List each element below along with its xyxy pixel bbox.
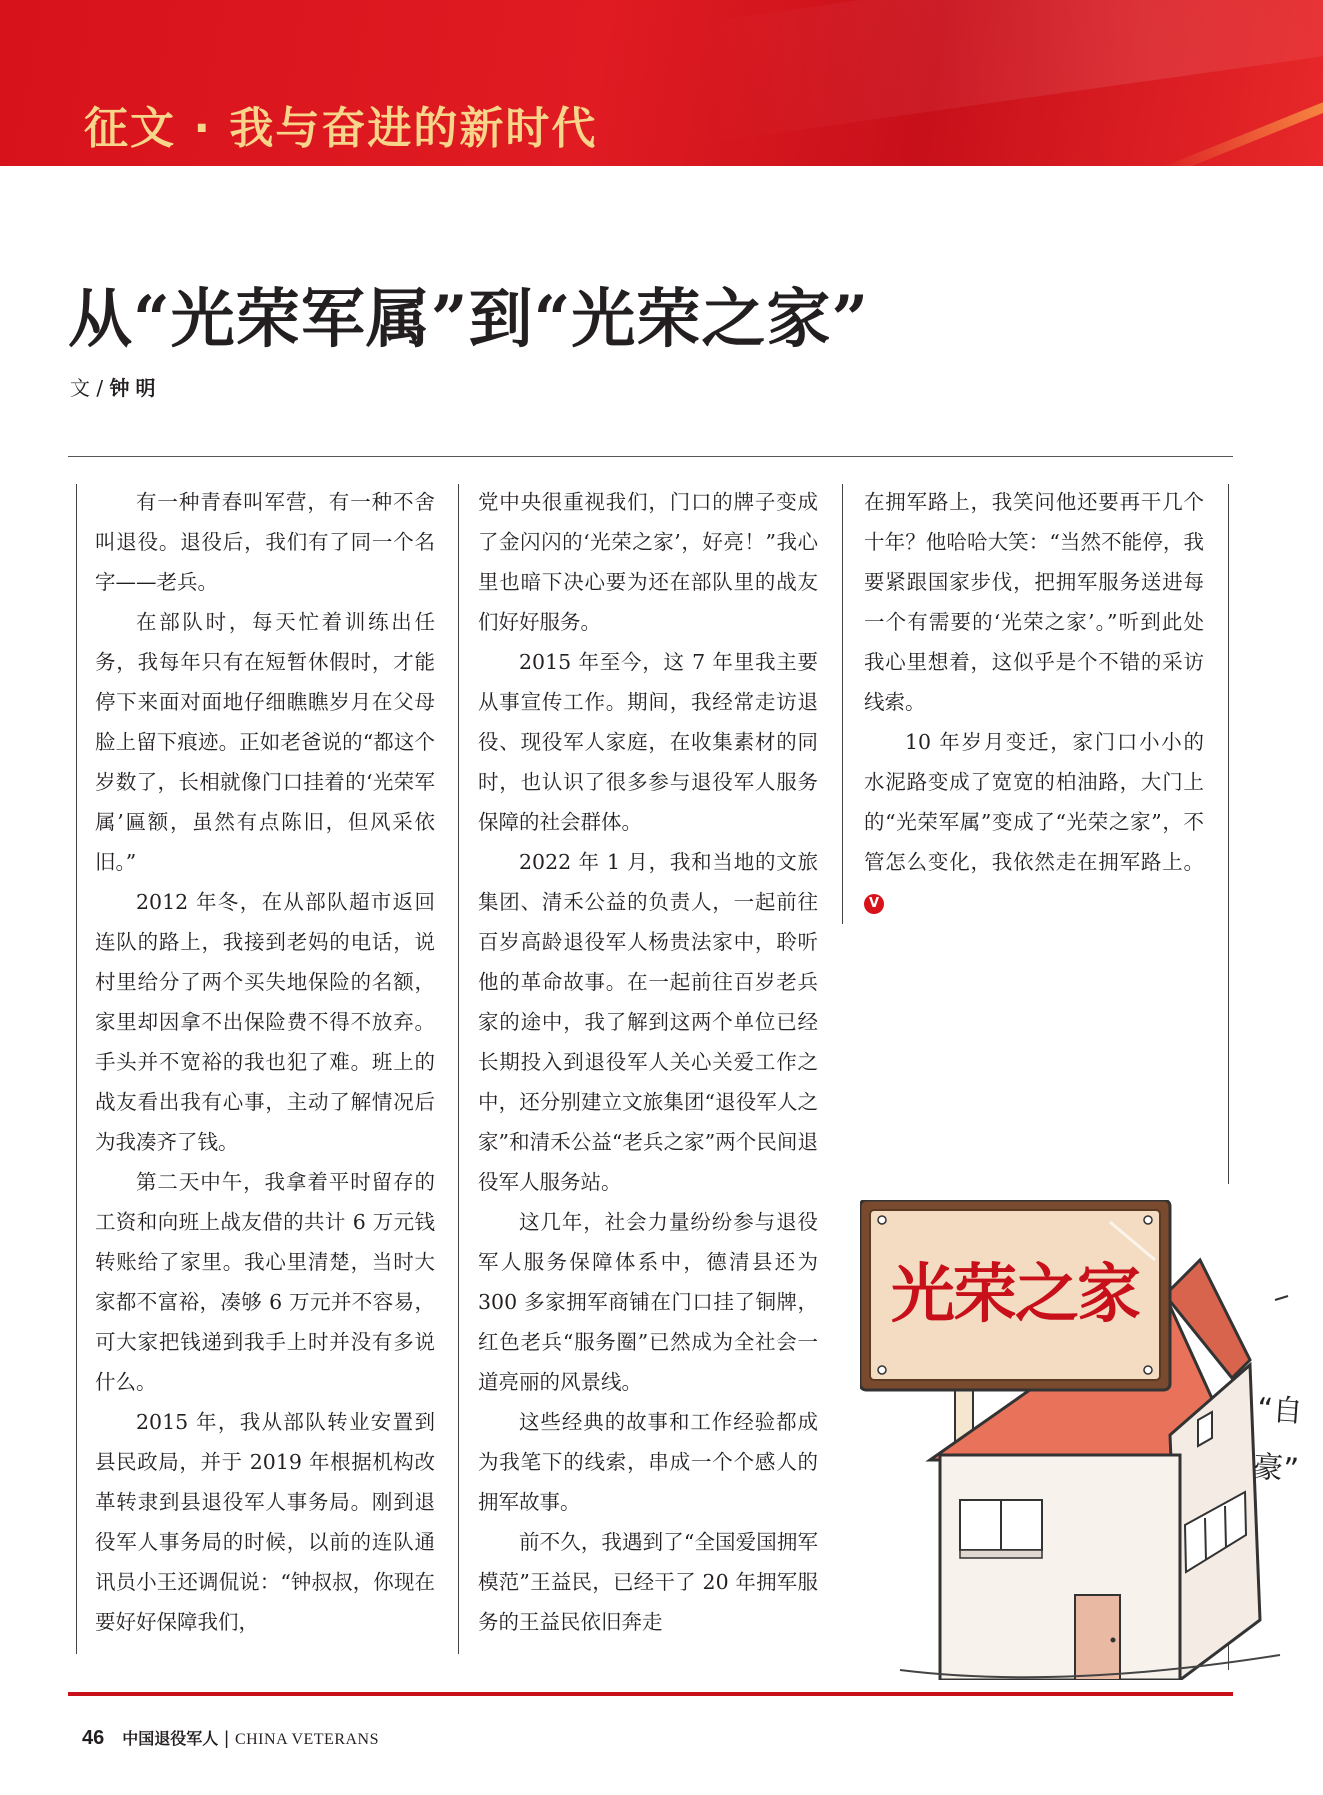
- paragraph: 2022 年 1 月，我和当地的文旅集团、清禾公益的负责人，一起前往百岁高龄退役军人杨贵法家中，聆听他的革命故事。在一起前往百岁老兵家的途中，我了解到这两个单位已经长期投入到退役军人关心关爱工作之中，还分别建立文旅集团“退役军人之家”和清禾公益“老兵之家”两个民间退役军人服务站。: [478, 850, 818, 1194]
- header-banner: [0, 0, 1323, 166]
- end-mark-icon: V: [864, 894, 884, 914]
- paragraph-continued: 在拥军路上，我笑问他还要再干几个十年？他哈哈大笑：“当然不能停，我要紧跟国家步伐，把拥军服务送进每一个有需要的‘光荣之家’。”听到此处我心里想着，这似乎是个不错的采访线索。: [864, 490, 1204, 714]
- byline-prefix: 文 /: [70, 376, 110, 400]
- column-divider-2: [842, 484, 843, 924]
- paragraph: 2012 年冬，在从部队超市返回连队的路上，我接到老妈的电话，说村里给分了两个买失地保险的名额，家里却因拿不出保险费不得不放弃。手头并不宽裕的我也犯了难。班上的战友看出我有心事，主动了解情况后为我凑齐了钱。: [95, 890, 435, 1154]
- article-column-2: [478, 482, 818, 1642]
- paragraph: 这几年，社会力量纷纷参与退役军人服务保障体系中，德清县还为 300 多家拥军商铺在门口挂了铜牌，红色老兵“服务圈”已然成为全社会一道亮丽的风景线。: [478, 1210, 818, 1394]
- header-rule: [68, 456, 1233, 457]
- page-number: 46: [82, 1727, 105, 1749]
- byline: [70, 372, 161, 401]
- house-illustration: [860, 1200, 1310, 1680]
- column-divider-right: [1228, 484, 1229, 1184]
- column-divider-left: [76, 484, 77, 1654]
- paragraph: 2015 年至今，这 7 年里我主要从事宣传工作。期间，我经常走访退役、现役军人家庭，在收集素材的同时，也认识了很多参与退役军人服务保障的社会群体。: [478, 650, 818, 834]
- publication-name-en: CHINA VETERANS: [234, 1731, 379, 1748]
- paragraph: 在部队时，每天忙着训练出任务，我每年只有在短暂休假时，才能停下来面对面地仔细瞧瞧岁月在父母脸上留下痕迹。正如老爸说的“都这个岁数了，长相就像门口挂着的‘光荣军属’匾额，虽然有点陈旧，但风采依旧。”: [95, 610, 435, 874]
- page-footer: [82, 1726, 379, 1750]
- article-title: 从“光荣军属”到“光荣之家”: [68, 282, 870, 357]
- article-column-3: [864, 482, 1204, 922]
- column-title: 征文 · 我与奋进的新时代: [84, 103, 598, 154]
- footer-rule: [68, 1692, 1233, 1696]
- sign-text: 光荣之家: [891, 1257, 1139, 1332]
- paragraph-final: [864, 722, 1204, 922]
- paragraph: 前不久，我遇到了“全国爱国拥军模范”王益民，已经干了 20 年拥军服务的王益民依旧奔走: [478, 1530, 818, 1634]
- paragraph: 有一种青春叫军营，有一种不舍叫退役。退役后，我们有了同一个名字——老兵。: [95, 490, 435, 594]
- article-column-1: [95, 482, 435, 1642]
- paragraph: 第二天中午，我拿着平时留存的工资和向班上战友借的共计 6 万元钱转账给了家里。我心里清楚，当时大家都不富裕，凑够 6 万元并不容易，可大家把钱递到我手上时并没有多说什么。: [95, 1170, 435, 1394]
- pride-caption: “自豪”: [1251, 1391, 1304, 1488]
- author-name: 钟明: [109, 376, 162, 400]
- column-divider-1: [458, 484, 459, 1654]
- publication-name: 中国退役军人: [122, 1731, 219, 1748]
- footer-separator: |: [224, 1728, 229, 1748]
- paragraph: 2015 年，我从部队转业安置到县民政局，并于 2019 年根据机构改革转隶到县退役军人事务局。刚到退役军人事务局的时候，以前的连队通讯员小王还调侃说：“钟叔叔，你现在要好好保障我们，: [95, 1410, 435, 1634]
- paragraph-continued: 党中央很重视我们，门口的牌子变成了金闪闪的‘光荣之家’，好亮！”我心里也暗下决心要为还在部队里的战友们好好服务。: [478, 490, 818, 634]
- banner-light-streak: [696, 0, 1323, 142]
- banner-gold-streak: [1158, 72, 1323, 166]
- paragraph: 这些经典的故事和工作经验都成为我笔下的线索，串成一个个感人的拥军故事。: [478, 1410, 818, 1514]
- paragraph-final-text: 10 年岁月变迁，家门口小小的水泥路变成了宽宽的柏油路，大门上的“光荣军属”变成了“光荣之家”，不管怎么变化，我依然走在拥军路上。: [864, 730, 1204, 874]
